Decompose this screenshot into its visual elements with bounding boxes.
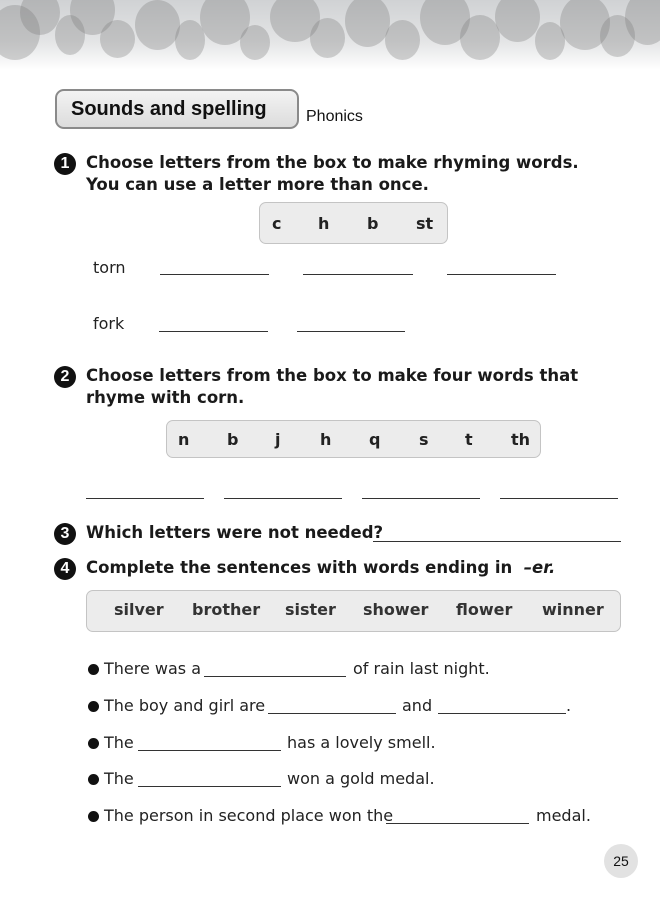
word-bank-item: flower xyxy=(456,600,513,619)
question-1-number: 1 xyxy=(54,153,76,175)
decorative-bubble-banner xyxy=(0,0,660,70)
rhyme-word-torn: torn xyxy=(93,258,126,277)
sentence-2-middle: and xyxy=(402,696,433,715)
answer-blank[interactable] xyxy=(159,331,268,332)
sentence-1-end: of rain last night. xyxy=(353,659,490,678)
answer-blank[interactable] xyxy=(362,498,480,499)
letter: q xyxy=(369,429,381,449)
question-4-suffix: –er. xyxy=(523,558,556,577)
sentence-3-start: The xyxy=(104,733,134,752)
sentence-1-start: There was a xyxy=(104,659,202,678)
letter: st xyxy=(416,213,434,233)
sentence-4-start: The xyxy=(104,769,134,788)
section-title: Sounds and spelling xyxy=(55,89,299,129)
answer-blank[interactable] xyxy=(224,498,342,499)
answer-blank[interactable] xyxy=(86,498,204,499)
letter: b xyxy=(367,213,379,233)
answer-blank[interactable] xyxy=(204,676,346,677)
bullet-icon xyxy=(88,701,99,712)
question-1-text-line2: You can use a letter more than once. xyxy=(86,175,429,194)
answer-blank[interactable] xyxy=(438,713,566,714)
word-bank xyxy=(86,590,621,632)
word-bank-item: silver xyxy=(114,600,164,619)
letter: th xyxy=(511,429,531,449)
rhyme-word-fork: fork xyxy=(93,314,125,333)
letter: s xyxy=(419,429,429,449)
answer-blank[interactable] xyxy=(138,786,281,787)
question-1-text-line1: Choose letters from the box to make rhyming words. xyxy=(86,153,579,172)
word-bank-item: winner xyxy=(542,600,604,619)
answer-blank[interactable] xyxy=(138,750,281,751)
letter: c xyxy=(272,213,282,233)
answer-blank[interactable] xyxy=(500,498,618,499)
question-2-text-line2: rhyme with corn. xyxy=(86,388,245,407)
bullet-icon xyxy=(88,664,99,675)
word-bank-item: sister xyxy=(285,600,336,619)
answer-blank[interactable] xyxy=(268,713,396,714)
question-4-text xyxy=(86,557,555,579)
letter: t xyxy=(465,429,473,449)
sentence-4-end: won a gold medal. xyxy=(287,769,435,788)
letter: n xyxy=(178,429,190,449)
answer-blank[interactable] xyxy=(386,823,529,824)
bullet-icon xyxy=(88,738,99,749)
question-4-text-main: Complete the sentences with words ending in xyxy=(86,558,513,577)
word-bank-item: shower xyxy=(363,600,429,619)
question-2-number: 2 xyxy=(54,366,76,388)
answer-blank[interactable] xyxy=(447,274,556,275)
sentence-5-start: The person in second place won the xyxy=(104,806,394,825)
page-number: 25 xyxy=(604,844,638,878)
question-1-letter-box xyxy=(259,202,448,244)
answer-blank[interactable] xyxy=(303,274,413,275)
sentence-2-end: . xyxy=(566,696,572,715)
letter: h xyxy=(318,213,330,233)
letter: h xyxy=(320,429,332,449)
bullet-icon xyxy=(88,811,99,822)
answer-blank[interactable] xyxy=(160,274,269,275)
answer-blank[interactable] xyxy=(373,541,621,542)
bullet-icon xyxy=(88,774,99,785)
question-3-number: 3 xyxy=(54,523,76,545)
word-bank-item: brother xyxy=(192,600,261,619)
sentence-5-end: medal. xyxy=(536,806,591,825)
sentence-2-start: The boy and girl are xyxy=(104,696,266,715)
sentence-3-end: has a lovely smell. xyxy=(287,733,436,752)
letter: j xyxy=(275,429,281,449)
question-4-number: 4 xyxy=(54,558,76,580)
section-subtitle: Phonics xyxy=(306,108,363,125)
question-2-text-line1: Choose letters from the box to make four words that xyxy=(86,366,579,385)
question-2-letter-box xyxy=(166,420,541,458)
question-3-text: Which letters were not needed? xyxy=(86,523,384,542)
letter: b xyxy=(227,429,239,449)
answer-blank[interactable] xyxy=(297,331,405,332)
